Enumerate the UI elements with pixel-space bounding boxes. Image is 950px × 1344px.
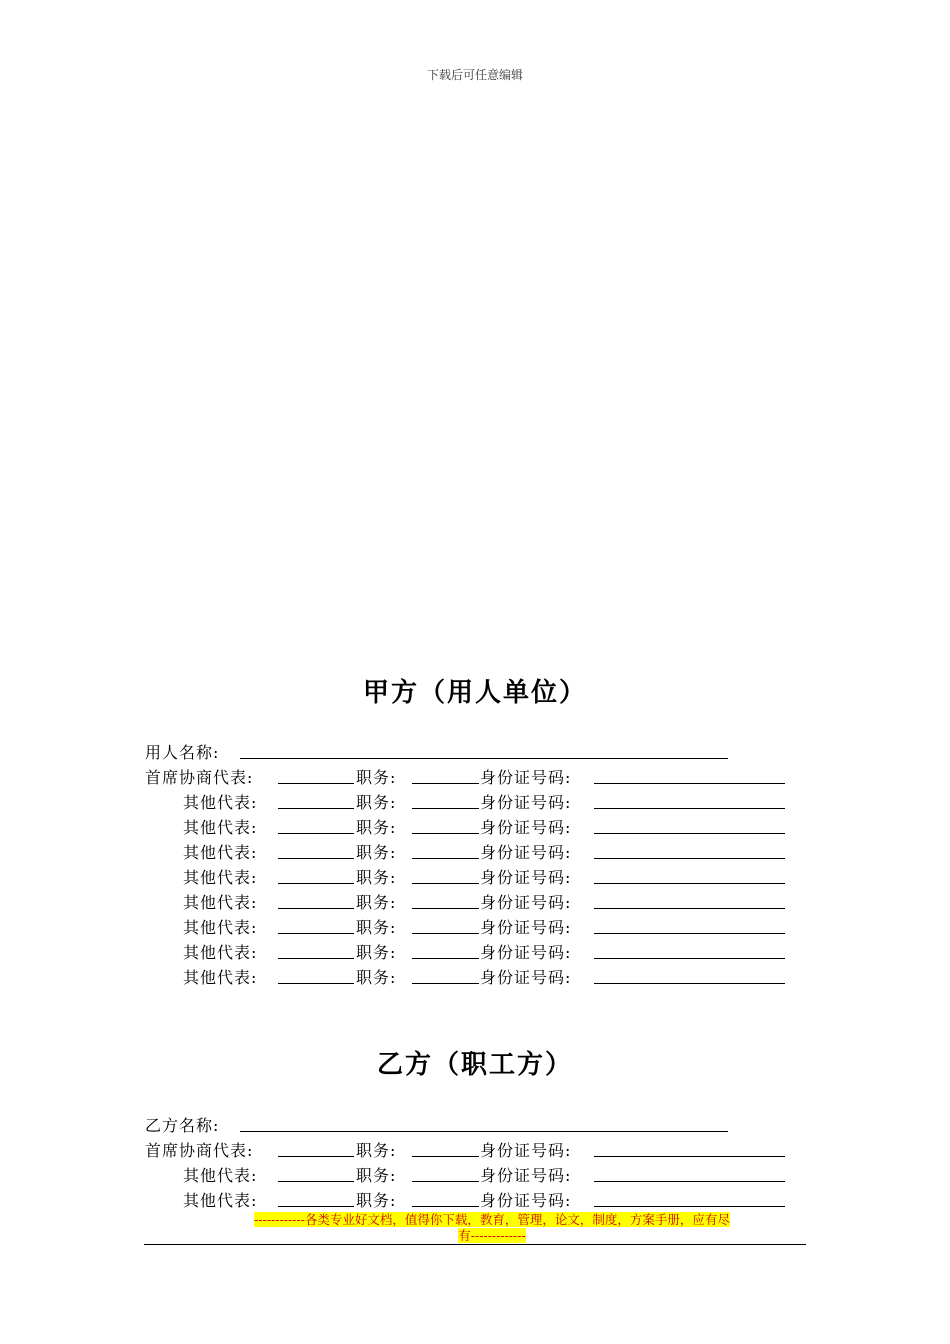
- position-field[interactable]: [412, 983, 479, 984]
- position-label: 职务:: [356, 818, 397, 837]
- rep-name-field[interactable]: [278, 883, 354, 884]
- party_b-name-field[interactable]: [240, 1131, 728, 1132]
- party_b-title: 乙方（职工方）: [376, 1050, 573, 1080]
- id-number-field[interactable]: [594, 833, 785, 834]
- rep-name-field[interactable]: [278, 908, 354, 909]
- rep-name-field[interactable]: [278, 808, 354, 809]
- position-field[interactable]: [412, 1206, 479, 1207]
- party_b-name-label: 乙方名称:: [145, 1116, 220, 1135]
- other-rep-label: 其他代表:: [183, 843, 258, 862]
- id-number-field[interactable]: [594, 858, 785, 859]
- position-label: 职务:: [356, 768, 397, 787]
- id-number-field[interactable]: [594, 883, 785, 884]
- id-number-field[interactable]: [594, 808, 785, 809]
- position-field[interactable]: [412, 783, 479, 784]
- id-number-field[interactable]: [594, 933, 785, 934]
- id-number-field[interactable]: [594, 783, 785, 784]
- position-field[interactable]: [412, 908, 479, 909]
- other-rep-label: 其他代表:: [183, 1166, 258, 1185]
- footer-line-2: 有-------------: [458, 1228, 526, 1243]
- other-rep-label: 其他代表:: [183, 1191, 258, 1210]
- id-number-label: 身份证号码:: [480, 968, 572, 987]
- id-number-label: 身份证号码:: [480, 793, 572, 812]
- rep-name-field[interactable]: [278, 1156, 354, 1157]
- position-field[interactable]: [412, 858, 479, 859]
- id-number-label: 身份证号码:: [480, 868, 572, 887]
- party_a-name-label: 用人名称:: [145, 743, 220, 762]
- position-label: 职务:: [356, 868, 397, 887]
- position-label: 职务:: [356, 943, 397, 962]
- rep-name-field[interactable]: [278, 858, 354, 859]
- chief-rep-label: 首席协商代表:: [145, 768, 254, 787]
- other-rep-label: 其他代表:: [183, 793, 258, 812]
- id-number-field[interactable]: [594, 983, 785, 984]
- footer-note: [216, 1212, 768, 1244]
- id-number-label: 身份证号码:: [480, 893, 572, 912]
- page-header: 下载后可任意编辑: [426, 68, 523, 82]
- id-number-label: 身份证号码:: [480, 1191, 572, 1210]
- rep-name-field[interactable]: [278, 933, 354, 934]
- other-rep-label: 其他代表:: [183, 918, 258, 937]
- id-number-label: 身份证号码:: [480, 918, 572, 937]
- id-number-field[interactable]: [594, 958, 785, 959]
- position-label: 职务:: [356, 1141, 397, 1160]
- rep-name-field[interactable]: [278, 783, 354, 784]
- id-number-field[interactable]: [594, 908, 785, 909]
- position-field[interactable]: [412, 958, 479, 959]
- position-label: 职务:: [356, 1191, 397, 1210]
- rep-name-field[interactable]: [278, 833, 354, 834]
- id-number-label: 身份证号码:: [480, 818, 572, 837]
- id-number-label: 身份证号码:: [480, 768, 572, 787]
- position-field[interactable]: [412, 1156, 479, 1157]
- id-number-label: 身份证号码:: [480, 843, 572, 862]
- id-number-field[interactable]: [594, 1156, 785, 1157]
- id-number-label: 身份证号码:: [480, 1141, 572, 1160]
- position-label: 职务:: [356, 968, 397, 987]
- other-rep-label: 其他代表:: [183, 943, 258, 962]
- rep-name-field[interactable]: [278, 958, 354, 959]
- position-field[interactable]: [412, 808, 479, 809]
- position-field[interactable]: [412, 1181, 479, 1182]
- rep-name-field[interactable]: [278, 1181, 354, 1182]
- id-number-label: 身份证号码:: [480, 1166, 572, 1185]
- position-label: 职务:: [356, 1166, 397, 1185]
- other-rep-label: 其他代表:: [183, 968, 258, 987]
- id-number-field[interactable]: [594, 1181, 785, 1182]
- footer-rule: [144, 1244, 806, 1245]
- other-rep-label: 其他代表:: [183, 868, 258, 887]
- footer-line-1: ------------各类专业好文档，值得你下载，教育，管理，论文，制度，方案手册，应有尽: [254, 1212, 730, 1227]
- position-label: 职务:: [356, 893, 397, 912]
- rep-name-field[interactable]: [278, 1206, 354, 1207]
- position-label: 职务:: [356, 918, 397, 937]
- party_a-title: 甲方（用人单位）: [362, 678, 587, 708]
- position-field[interactable]: [412, 833, 479, 834]
- position-field[interactable]: [412, 933, 479, 934]
- party_a-name-field[interactable]: [240, 758, 728, 759]
- id-number-field[interactable]: [594, 1206, 785, 1207]
- other-rep-label: 其他代表:: [183, 893, 258, 912]
- position-field[interactable]: [412, 883, 479, 884]
- chief-rep-label: 首席协商代表:: [145, 1141, 254, 1160]
- position-label: 职务:: [356, 793, 397, 812]
- position-label: 职务:: [356, 843, 397, 862]
- id-number-label: 身份证号码:: [480, 943, 572, 962]
- rep-name-field[interactable]: [278, 983, 354, 984]
- other-rep-label: 其他代表:: [183, 818, 258, 837]
